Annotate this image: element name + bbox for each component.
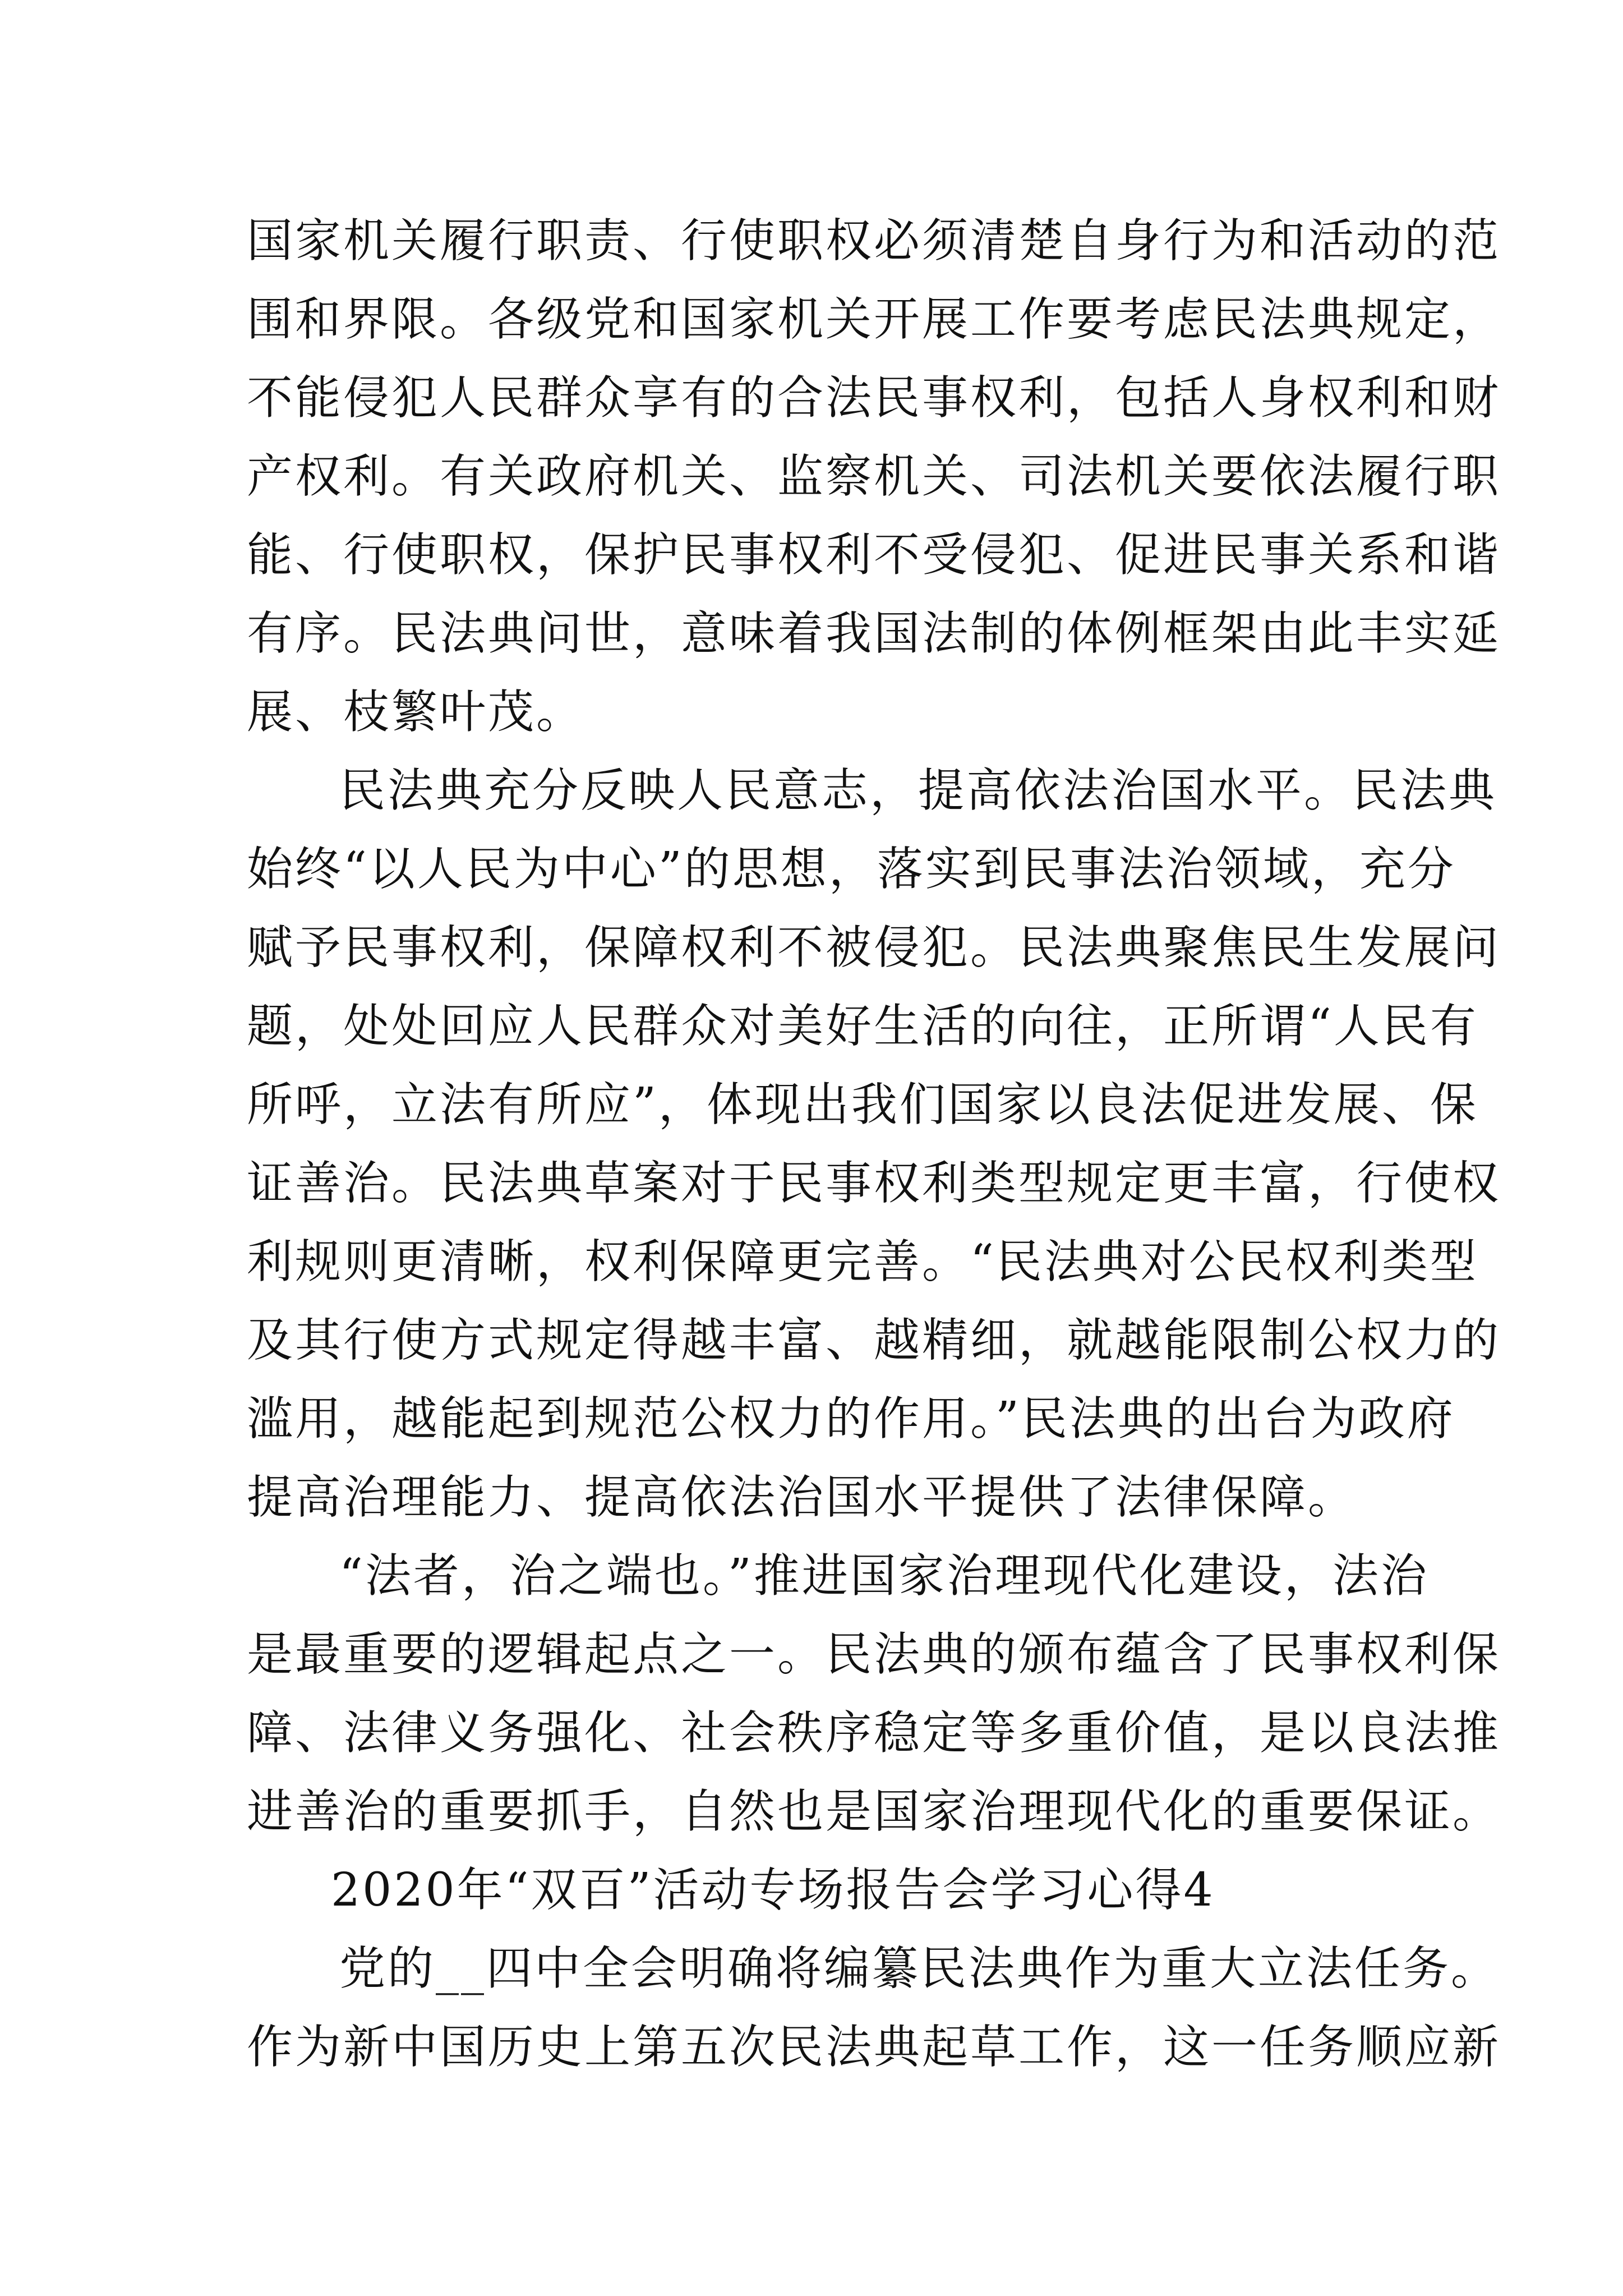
text-line: 作为新中国历史上第五次民法典起草工作，这一任务顺应新: [247, 2021, 1501, 2074]
text-line: “法者，治之端也。”推进国家治理现代化建设，法治: [339, 1549, 1429, 1603]
paragraph-4: [247, 1930, 1501, 2087]
text-line: 展、枝繁叶茂。: [247, 685, 585, 739]
text-line: 是最重要的逻辑起点之一。民法典的颁布蕴含了民事权利保: [247, 1628, 1501, 1681]
text-line: 障、法律义务强化、社会秩序稳定等多重价值，是以良法推: [247, 1706, 1501, 1760]
text-line: 能、行使职权，保护民事权利不受侵犯、促进民事关系和谐: [247, 528, 1501, 582]
document-body: [247, 202, 1501, 2087]
text-line: 提高治理能力、提高依法治国水平提供了法律保障。: [247, 1471, 1357, 1524]
text-line: 产权利。有关政府机关、监察机关、司法机关要依法履行职: [247, 450, 1501, 503]
text-line: 不能侵犯人民群众享有的合法民事权利，包括人身权利和财: [247, 371, 1501, 425]
section-heading: [247, 1851, 1385, 1930]
text-line: 围和界限。各级党和国家机关开展工作要考虑民法典规定，: [247, 293, 1501, 346]
text-line: 题，处处回应人民群众对美好生活的向往，正所谓“人民有: [247, 1000, 1478, 1053]
paragraph-2: [247, 752, 1501, 1537]
text-line: 利规则更清晰，权利保障更完善。“民法典对公民权利类型: [247, 1235, 1478, 1289]
paragraph-1: [247, 202, 1501, 752]
text-line: 证善治。民法典草案对于民事权利类型规定更丰富，行使权: [247, 1157, 1501, 1210]
text-line: 及其行使方式规定得越丰富、越精细，就越能限制公权力的: [247, 1314, 1501, 1367]
text-line: 所呼，立法有所应”，体现出我们国家以良法促进发展、保: [247, 1078, 1478, 1131]
text-line: 党的__四中全会明确将编纂民法典作为重大立法任务。: [339, 1942, 1500, 1995]
text-line: 有序。民法典问世，意味着我国法制的体例框架由此丰实延: [247, 607, 1501, 660]
text-line: 国家机关履行职责、行使职权必须清楚自身行为和活动的范: [247, 214, 1501, 268]
paragraph-3: [247, 1537, 1501, 1851]
text-line: 滥用，越能起到规范公权力的作用。”民法典的出台为政府: [247, 1392, 1455, 1446]
text-line: 赋予民事权利，保障权利不被侵犯。民法典聚焦民生发展问: [247, 921, 1501, 974]
text-line: 民法典充分反映人民意志，提高依法治国水平。民法典: [339, 764, 1497, 817]
text-line: 始终“以人民为中心”的思想，落实到民事法治领域，充分: [247, 843, 1456, 896]
heading-text: 2020年“双百”活动专场报告会学习心得4: [331, 1864, 1215, 1917]
text-line: 进善治的重要抓手，自然也是国家治理现代化的重要保证。: [247, 1785, 1501, 1838]
